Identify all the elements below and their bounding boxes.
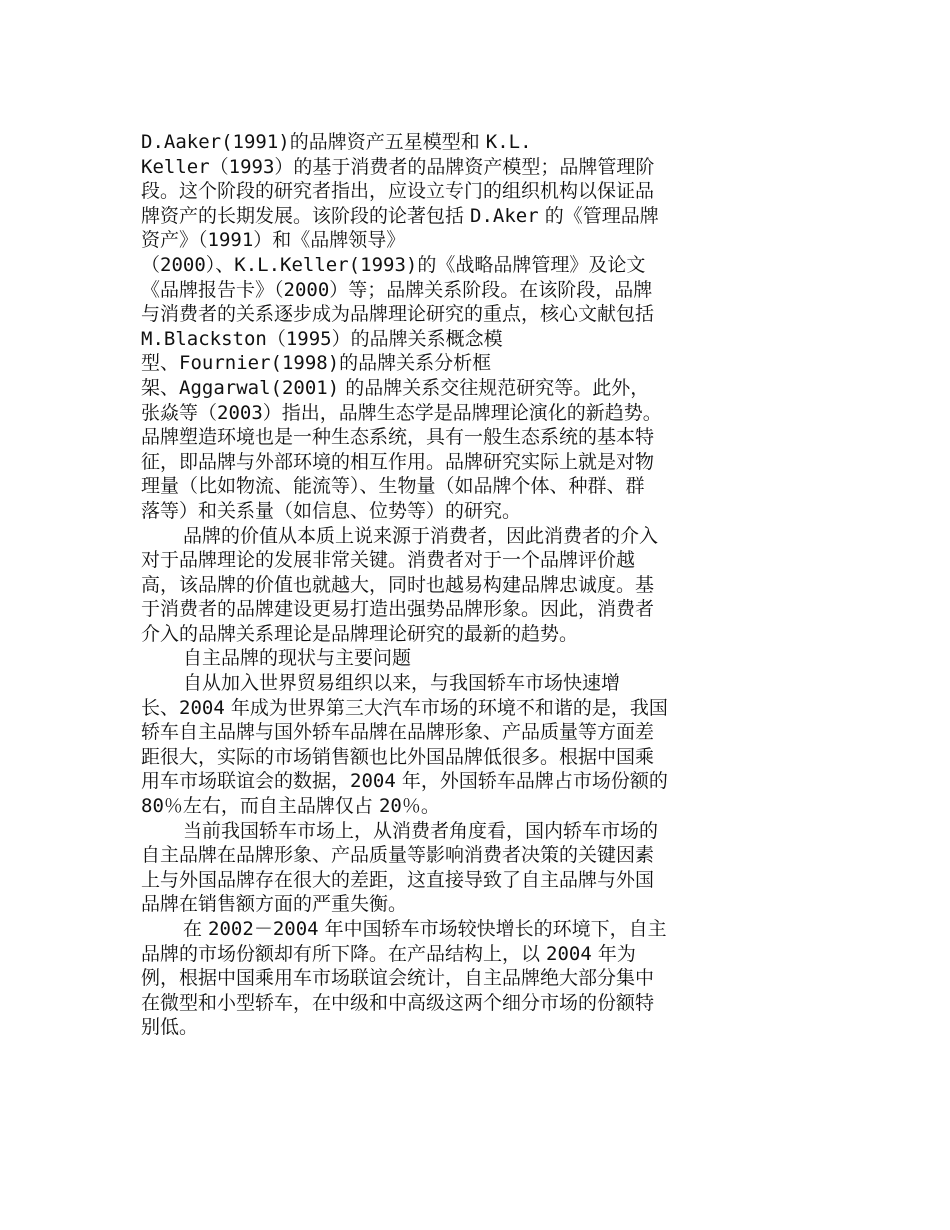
body-text (141, 130, 751, 1040)
text-line: 别低。 (141, 1016, 199, 1039)
text-line: 用车市场联谊会的数据，2004 年，外国轿车品牌占市场份额的 (141, 770, 668, 793)
text-line: 型、Fournier(1998)的品牌关系分析框 (141, 352, 492, 375)
text-line: 架、Aggarwal(2001) 的品牌关系交往规范研究等。此外， (141, 376, 650, 399)
text-line: 在 2002－2004 年中国轿车市场较快增长的环境下，自主 (183, 918, 667, 940)
text-line: 对于品牌理论的发展非常关键。消费者对于一个品牌评价越 (141, 549, 636, 572)
text-line: 上与外国品牌存在很大的差距，这直接导致了自主品牌与外国 (141, 868, 655, 891)
text-line: 自主品牌的现状与主要问题 (183, 647, 412, 670)
text-line: 轿车自主品牌与国外轿车品牌在品牌形象、产品质量等方面差 (141, 721, 655, 744)
text-line: 与消费者的关系逐步成为品牌理论研究的重点，核心文献包括 (141, 303, 655, 326)
text-line: 《品牌报告卡》（2000）等；品牌关系阶段。在该阶段，品牌 (141, 278, 653, 301)
text-line: M.Blackston（1995）的品牌关系概念模 (141, 327, 503, 350)
text-line: 高，该品牌的价值也就越大，同时也越易构建品牌忠诚度。基 (141, 573, 655, 596)
text-line: 80％左右，而自主品牌仅占 20％。 (141, 795, 440, 818)
text-line: 品牌的市场份额却有所下降。在产品结构上，以 2004 年为 (141, 942, 636, 965)
text-line: 品牌在销售额方面的严重失衡。 (141, 893, 408, 916)
text-line: 自从加入世界贸易组织以来，与我国轿车市场快速增 (183, 672, 621, 695)
text-line: （2000）、K.L.Keller(1993)的《战略品牌管理》及论文 (141, 253, 646, 276)
text-line: 自主品牌在品牌形象、产品质量等影响消费者决策的关键因素 (141, 844, 655, 867)
text-line: 段。这个阶段的研究者指出，应设立专门的组织机构以保证品 (141, 180, 655, 203)
text-line: 品牌塑造环境也是一种生态系统，具有一般生态系统的基本特 (141, 426, 655, 449)
text-line: D.Aaker(1991)的品牌资产五星模型和 K.L. (141, 131, 532, 153)
text-line: 于消费者的品牌建设更易打造出强势品牌形象。因此，消费者 (141, 598, 655, 621)
text-line: 当前我国轿车市场上，从消费者角度看，国内轿车市场的 (183, 819, 659, 842)
text-line: 资产》（1991）和《品牌领导》 (141, 229, 406, 252)
text-line: 牌资产的长期发展。该阶段的论著包括 D.Aker 的《管理品牌 (141, 204, 659, 227)
text-line: 张焱等（2003）指出，品牌生态学是品牌理论演化的新趋势。 (141, 401, 662, 424)
text-line: 征，即品牌与外部环境的相互作用。品牌研究实际上就是对物 (141, 450, 655, 473)
text-line: Keller（1993）的基于消费者的品牌资产模型；品牌管理阶 (141, 155, 655, 178)
text-line: 长、2004 年成为世界第三大汽车市场的环境不和谐的是，我国 (141, 696, 668, 719)
text-line: 介入的品牌关系理论是品牌理论研究的最新的趋势。 (141, 622, 579, 645)
text-line: 理量（比如物流、能流等）、生物量（如品牌个体、种群、群 (141, 475, 645, 498)
text-line: 品牌的价值从本质上说来源于消费者，因此消费者的介入 (183, 524, 659, 547)
text-line: 例，根据中国乘用车市场联谊会统计，自主品牌绝大部分集中 (141, 967, 655, 990)
text-line: 落等）和关系量（如信息、位势等）的研究。 (141, 499, 522, 522)
text-line: 在微型和小型轿车，在中级和中高级这两个细分市场的份额特 (141, 991, 655, 1014)
text-line: 距很大，实际的市场销售额也比外国品牌低很多。根据中国乘 (141, 745, 655, 768)
